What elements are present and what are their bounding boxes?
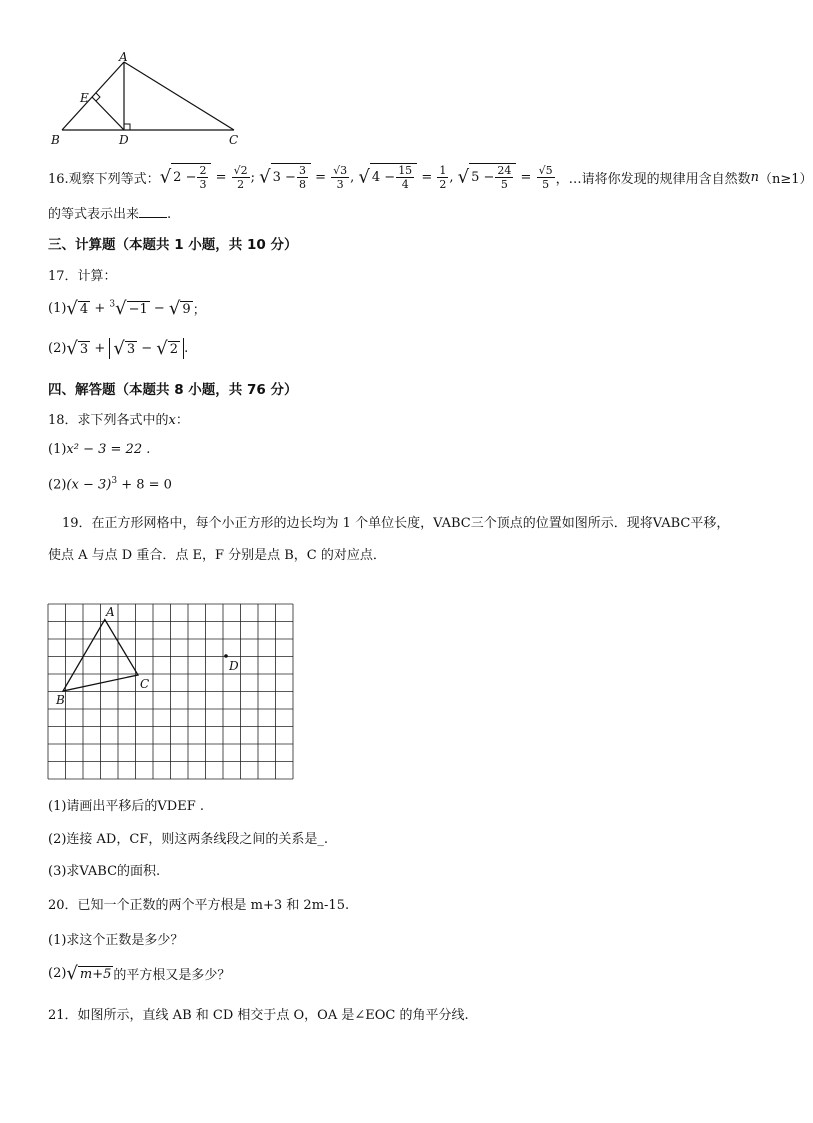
label-e: E [80,91,89,105]
q18-p1-expr: x² − 3 = 22 . [66,442,151,457]
q16-cond: （n≥1） [758,171,813,187]
q16-line2-text: 的等式表示出来 [48,207,140,222]
q18-colon: ： [175,413,189,428]
question-18-stem [48,409,189,428]
q17-p2-label: (2) [48,341,67,356]
q16-equation-1: √ 2 − $\frac{2}{3}$ [160,163,212,191]
question-21-stem: 21．如图所示，直线 AB 和 CD 相交于点 O，OA 是∠EOC 的角平分线. [48,1008,469,1023]
triangle-figure-q15 [48,52,248,152]
q16-end: . [167,207,172,222]
question-18-part2 [48,476,172,492]
grid-label-c: C [140,677,150,691]
question-19-line1: 19．在正方形网格中，每个小正方形的边长均为 1 个单位长度，VABC三个顶点的位置如图所示．现将VABC平移， [62,516,730,531]
answer-blank-16[interactable] [139,205,167,218]
question-18-part1 [48,442,150,457]
question-17-part2: (2) √ 3 + √ 3 − √ 2 . [48,338,189,359]
label-a: A [119,50,128,64]
question-16-line1: 16.观察下列等式： √ 2 − $\frac{2}{3}$ = $\frac{√2}{2}$ ; √ 3 − $\frac{3}{8}$ = $\frac{√3}{3}$ , √ 4 − $\frac{15}{4}$ = $\frac{1}{2}$ , √ 5 − $\frac{24}{5}$ = $\frac{√5}{5}$ ，…请将你发现的规律用含自然数 n （n≥1） [48,163,813,191]
q18-stem-text: 18．求下列各式中的 [48,413,169,428]
q20-p2-label: (2) [48,966,67,981]
grid-label-b: B [56,693,65,707]
q16-equation-3: √ 4 − $\frac{15}{4}$ [358,163,417,191]
q18-var: x [168,413,176,428]
q17-p2-end: . [184,341,189,356]
square-grid-figure [40,596,308,788]
q18-p2-expr-a: (x − 3) [66,477,112,493]
q17-p1-label: (1) [48,301,67,316]
question-20-stem: 20．已知一个正数的两个平方根是 m+3 和 2m-15. [48,898,350,913]
question-20-part2: (2) √ m+5 的平方根又是多少？ [48,963,231,984]
question-19-part3: (3)求VABC的面积. [48,864,161,879]
question-20-part1: (1)求这个正数是多少？ [48,933,184,948]
q18-p2-label: (2) [48,477,67,493]
question-16-line2 [48,203,171,222]
label-d: D [119,133,129,147]
section-4-title: 四、解答题（本题共 8 小题，共 76 分） [48,382,298,398]
question-17-stem: 17．计算： [48,269,117,284]
section-3-title: 三、计算题（本题共 1 小题，共 10 分） [48,237,298,253]
q16-equation-2: √ 3 − $\frac{3}{8}$ [259,163,311,191]
question-19-part1: (1)请画出平移后的VDEF . [48,799,205,814]
label-c: C [229,133,239,147]
grid-label-d: D [229,659,239,673]
q20-p2-radicand: m+5 [79,966,112,982]
q17-p1-end: ； [192,303,206,318]
q20-p2-tail: 的平方根又是多少？ [113,968,231,983]
question-19-line2: 使点 A 与点 D 重合．点 E，F 分别是点 B，C 的对应点． [48,548,386,563]
q16-equation-4: √ 5 − $\frac{24}{5}$ [458,163,517,191]
q18-p2-expr-b: + 8 = 0 [117,477,172,493]
q16-suffix: ，…请将你发现的规律用含自然数 [555,171,751,187]
q16-n: n [750,169,759,185]
q18-p1-label: (1) [48,442,67,457]
question-17-part1: (1) √ 4 + $^3$√ −1 − √ 9 ； [48,298,206,319]
question-19-part2: (2)连接 AD，CF，则这两条线段之间的关系是_. [48,832,328,847]
q16-prefix: 16.观察下列等式： [48,171,160,187]
label-b: B [51,133,60,147]
grid-label-a: A [106,605,115,619]
q18-p2-exp: 3 [111,476,118,486]
